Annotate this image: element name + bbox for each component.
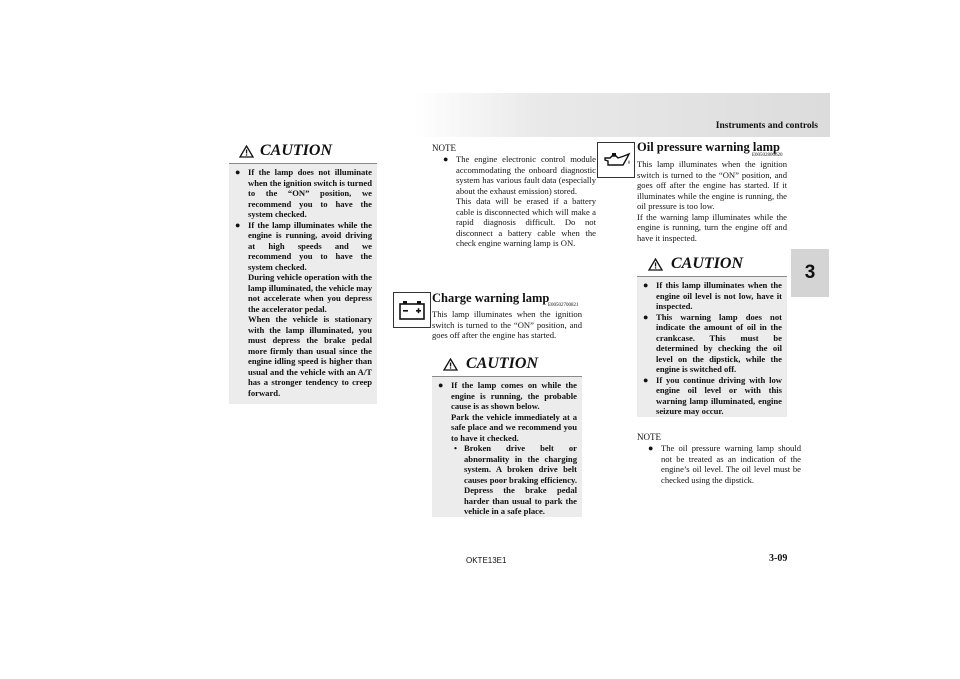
bullet-icon: ● [648, 443, 654, 453]
caution-text: If the lamp illuminates while the engine is running, avoid driving at high speeds and we recommend you to have the system checked. [248, 219, 372, 272]
charge-lamp-box [393, 292, 431, 328]
bullet-icon: ● [235, 219, 241, 230]
caution-box-left [229, 141, 377, 404]
bullet-icon: ● [438, 380, 444, 390]
caution-text: During vehicle operation with the lamp illuminated, the vehicle may not accelerate when you depress the accelerator pedal. [248, 272, 372, 314]
document-code: OKTE13E1 [466, 556, 507, 565]
oil-lamp-text [637, 159, 787, 243]
page-number: 3-09 [769, 553, 788, 564]
oil-lamp-box [597, 142, 635, 178]
warning-triangle-icon [648, 258, 663, 271]
note-item [647, 443, 801, 485]
caution-subitem [451, 443, 577, 517]
caution-item [234, 220, 372, 399]
oil-lamp-paragraph: This lamp illuminates when the ignition switch is turned to the “ON” position, and goes off after the engine has started. If it illuminates while the engine is running, the oil pressure is too low. [637, 159, 787, 211]
caution-text: If the lamp comes on while the engine is running, the probable cause is as shown below. [451, 380, 577, 411]
caution-text: If you continue driving with low engine oil level or with this warning lamp illuminated, engine seizure may occur. [656, 374, 782, 416]
bullet-icon: ● [643, 311, 649, 322]
caution-header [229, 141, 377, 164]
warning-triangle-icon [443, 358, 458, 371]
caution-header [637, 254, 787, 277]
oil-lamp-title: Oil pressure warning lamp [637, 140, 780, 154]
caution-title: CAUTION [466, 355, 539, 372]
caution-title: CAUTION [671, 255, 744, 272]
caution-subtext: Broken drive belt or abnormality in the charging system. A broken drive belt causes poor braking efficiency. Depress the brake pedal harder than usual to park the vehicle in a safe place. [464, 443, 577, 516]
oil-lamp-code: E00502800620 [752, 153, 783, 158]
charge-lamp-title: Charge warning lamp [432, 291, 550, 305]
caution-box-charge [432, 354, 582, 517]
sub-bullet-icon: • [454, 443, 458, 453]
chapter-title: Instruments and controls [715, 121, 818, 131]
note-label: NOTE [637, 432, 661, 442]
caution-item [437, 380, 577, 517]
bullet-icon: ● [235, 167, 241, 177]
caution-text: If this lamp illuminates when the engine oil level is not low, have it inspected. [656, 280, 782, 311]
note-item [442, 154, 596, 249]
caution-item [234, 167, 372, 220]
warning-triangle-icon [239, 145, 254, 158]
caution-text: Park the vehicle immediately at a safe place and we recommend you to have it checked. [451, 411, 577, 443]
bullet-icon: ● [643, 280, 649, 290]
section-tab: 3 [791, 249, 829, 297]
charge-lamp-code: E00502700821 [548, 303, 579, 308]
caution-box-oil [637, 254, 787, 417]
battery-icon [394, 293, 430, 327]
caution-item [642, 312, 782, 375]
charge-lamp-text: This lamp illuminates when the ignition switch is turned to the “ON” position, and goes off after the engine has started. [432, 309, 582, 340]
caution-title: CAUTION [260, 142, 333, 159]
note-text: The oil pressure warning lamp should not be treated as an indication of the engine’s oil level. The oil level must be checked using the dipstick. [661, 443, 801, 485]
note-label: NOTE [432, 143, 456, 153]
bullet-icon: ● [443, 154, 449, 164]
oil-lamp-paragraph: If the warning lamp illuminates while the engine is running, turn the engine off and have it inspected. [637, 211, 787, 243]
note-text: The engine electronic control module accommodating the onboard diagnostic system has various fault data (especially about the exhaust emission) stored. [456, 154, 596, 196]
caution-text: If the lamp does not illuminate when the ignition switch is turned to the “ON” position, we recommend you to have the system checked. [248, 167, 372, 219]
caution-item [642, 375, 782, 417]
caution-text: When the vehicle is stationary with the lamp illuminated, you must depress the brake pedal more firmly than usual since the engine idling speed is higher than usual and the vehicle with an A/T has a stronger tendency to creep forward. [248, 314, 372, 398]
caution-text: This warning lamp does not indicate the amount of oil in the crankcase. This must be determined by checking the oil level on the dipstick, while the engine is switched off. [656, 311, 782, 374]
oil-can-icon [598, 143, 634, 177]
note-text: This data will be erased if a battery cable is disconnected which will make a rapid diagnosis difficult. Do not disconnect a battery cable when the check engine warning lamp is ON. [456, 196, 596, 248]
bullet-icon: ● [643, 374, 649, 385]
caution-header [432, 354, 582, 377]
caution-item [642, 280, 782, 312]
